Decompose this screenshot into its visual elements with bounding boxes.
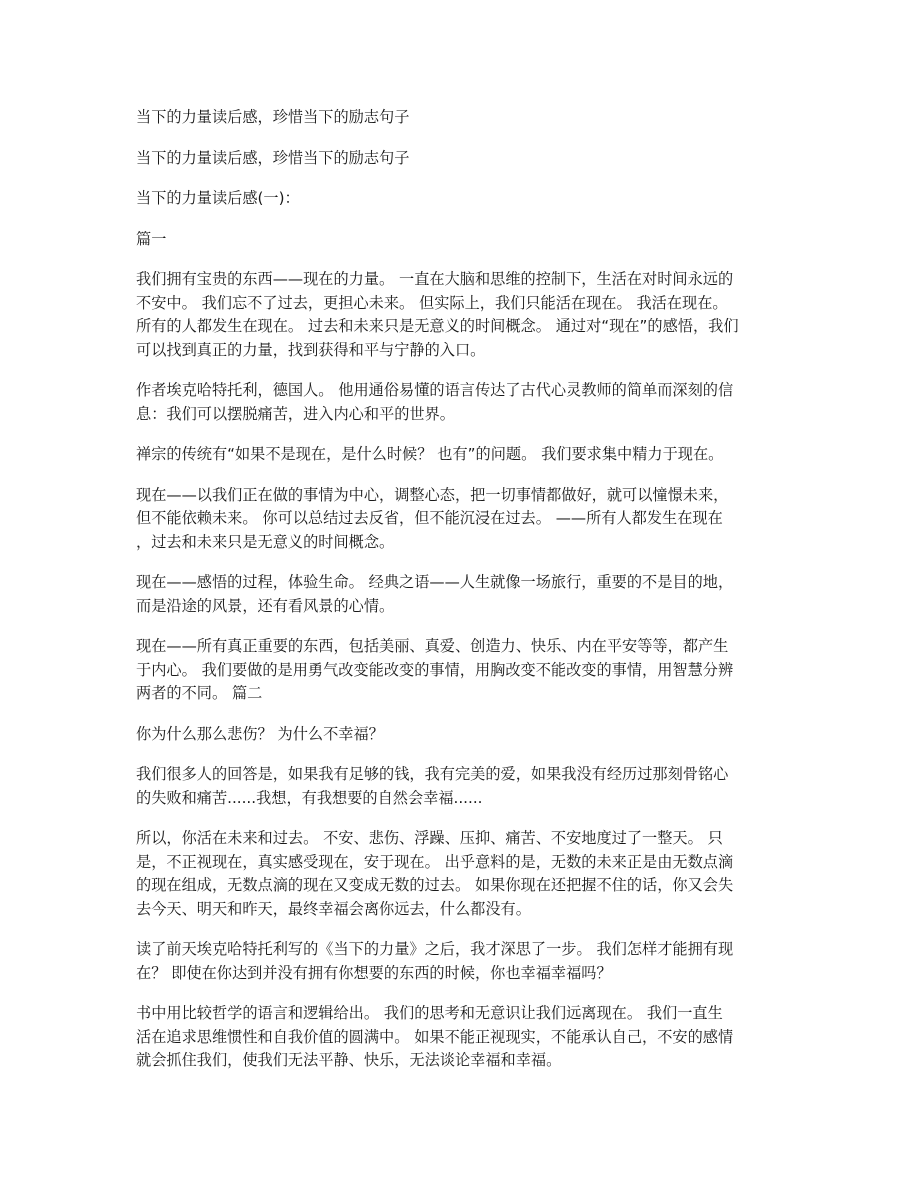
paragraph [136, 379, 786, 426]
text-line: 所以，你活在未来和过去。 不安、悲伤、浮躁、压抑、痛苦、不安地度过了一整天。 只 [136, 829, 723, 847]
paragraph [136, 635, 786, 706]
text-line: 我们很多人的回答是，如果我有足够的钱，我有完美的爱，如果我没有经历过那刻骨铭心 [136, 765, 729, 783]
text-line: 而是沿途的风景，还有看风景的心情。 [136, 596, 395, 615]
text-line: 的失败和痛苦......我想，有我想要的自然会幸福...... [136, 788, 483, 807]
paragraph [136, 938, 786, 985]
text-line: 去今天、明天和昨天，最终幸福会离你远去，什么都没有。 [136, 899, 531, 918]
text-line: 但不能依赖未来。 你可以总结过去反省，但不能沉浸在过去。 ——所有人都发生在现在 [136, 509, 723, 527]
text-line: 篇一 [136, 229, 167, 248]
doc-title-2 [136, 147, 786, 171]
text-line: 你为什么那么悲伤？ 为什么不幸福？ [136, 724, 384, 743]
text-line: 禅宗的传统有“如果不是现在，是什么时候？ 也有”的问题。 我们要求集中精力于现在。 [136, 445, 724, 463]
chapter-label [136, 228, 786, 252]
text-line: ，过去和未来只是无意义的时间概念。 [136, 532, 395, 551]
text-line: 在？ 即使在你达到并没有拥有你想要的东西的时候，你也幸福幸福吗？ [136, 963, 612, 982]
text-line: 活在追求思维惯性和自我价值的圆满中。 如果不能正视现实，不能承认自己，不安的感情 [136, 1027, 734, 1046]
text-line: 作者埃克哈特托利，德国人。 他用通俗易懂的语言传达了古代心灵教师的简单而深刻的信 [136, 381, 734, 399]
text-line: 我们拥有宝贵的东西——现在的力量。 一直在大脑和思维的控制下，生活在对时间永远的 [136, 270, 734, 288]
text-line: 当下的力量读后感，珍惜当下的励志句子 [136, 108, 410, 126]
paragraph [136, 763, 786, 810]
text-line: 现在——以我们正在做的事情为中心，调整心态，把一切事情都做好，就可以憧憬未来， [136, 485, 729, 504]
paragraph [136, 443, 786, 467]
text-line: 现在——感悟的过程，体验生命。 经典之语——人生就像一场旅行，重要的不是目的地， [136, 573, 734, 591]
text-line: 两者的不同。 篇二 [136, 684, 263, 702]
text-line: 就会抓住我们，使我们无法平静、快乐，无法谈论幸福和幸福。 [136, 1051, 562, 1069]
text-line: 是，不正视现在，真实感受现在，安于现在。 出乎意料的是，无数的未来正是由无数点滴 [136, 852, 734, 871]
document-page [136, 106, 786, 1090]
text-line: 读了前天埃克哈特托利写的《当下的力量》之后，我才深思了一步。 我们怎样才能拥有现 [136, 940, 734, 958]
text-line: 的现在组成，无数点滴的现在又变成无数的过去。 如果你现在还把握不住的话，你又会失 [136, 876, 734, 894]
text-line: 不安中。 我们忘不了过去，更担心未来。 但实际上，我们只能活在现在。 我活在现在。 [136, 293, 728, 312]
paragraph [136, 723, 786, 747]
text-line: 于内心。 我们要做的是用勇气改变能改变的事情，用胸改变不能改变的事情，用智慧分辨 [136, 660, 734, 679]
paragraph [136, 571, 786, 618]
text-line: 息：我们可以摆脱痛苦，进入内心和平的世界。 [136, 404, 455, 423]
paragraph [136, 1002, 786, 1073]
text-line: 所有的人都发生在现在。 过去和未来只是无意义的时间概念。 通过对“现在”的感悟，我们 [136, 317, 739, 335]
doc-title-1 [136, 106, 786, 130]
text-line: 当下的力量读后感(一)： [136, 189, 300, 207]
text-line: 当下的力量读后感，珍惜当下的励志句子 [136, 148, 410, 167]
paragraph [136, 827, 786, 921]
paragraph [136, 484, 786, 555]
text-line: 现在——所有真正重要的东西，包括美丽、真爱、创造力、快乐、内在平安等等，都产生 [136, 637, 729, 655]
text-line: 可以找到真正的力量，找到获得和平与宁静的入口。 [136, 340, 486, 359]
section-heading [136, 187, 786, 211]
text-line: 书中用比较哲学的语言和逻辑给出。 我们的思考和无意识让我们远离现在。 我们一直生 [136, 1004, 723, 1022]
paragraph [136, 268, 786, 362]
